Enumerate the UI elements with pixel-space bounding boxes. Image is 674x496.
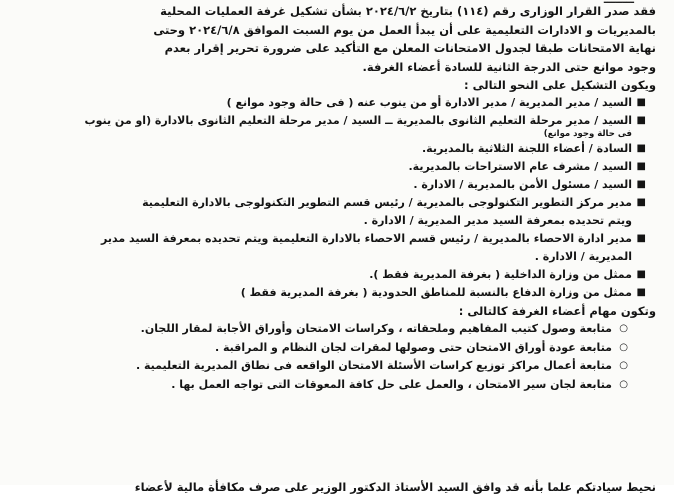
member-item (22, 230, 646, 266)
member-item (22, 140, 646, 158)
bullet-icon: ■ (636, 97, 646, 108)
member-text: السيد / مسئول الأمن بالمديرية / الادارة . (413, 178, 632, 191)
member-item (22, 284, 646, 302)
member-text: السيد / مدير مرحلة التعليم الثانوى بالمديرية ــ السيد / مدير مرحلة التعليم الثانوى بالادارة (او من ينوب (84, 114, 632, 127)
circle-bullet-icon: ○ (619, 323, 628, 334)
member-item (22, 176, 646, 194)
member-text-continued: ويتم تحديده بمعرفة السيد مدير المديرية / الادارة . (363, 214, 632, 227)
member-text: السيد / مدير المديرية / مدير الادارة أو من ينوب عنه ( فى حالة وجود موانع ) (226, 96, 632, 109)
bullet-icon: ■ (636, 233, 646, 244)
tasks-heading: وتكون مهام أعضاء الغرفة كالتالى : (458, 304, 656, 318)
member-item (22, 266, 646, 284)
member-note: فى حالة وجود موانع) (543, 129, 632, 139)
formation-heading: ويكون التشكيل على النحو التالى : (464, 78, 656, 92)
members-list (22, 94, 656, 302)
member-item (22, 158, 646, 176)
intro-line: بالمديريات و الادارات التعليمية على أن يبدأ العمل من يوم السبت الموافق ٢٠٢٤/٦/٨ وحتى (153, 22, 656, 37)
member-text: مدير مركز التطوير التكنولوجى بالمديرية / رئيس قسم التطوير التكنولوجى بالادارة التعليمية (142, 196, 632, 209)
task-text: متابعة أعمال مراكز توزيع كراسات الأسئلة الامتحان الواقعه فى نطاق المديرية التعليمية . (135, 359, 612, 372)
member-item (22, 94, 646, 112)
member-text: ممثل من وزارة الداخلية ( بغرفة المديرية فقط ). (369, 268, 632, 281)
bullet-icon: ■ (636, 115, 646, 126)
task-item (22, 320, 628, 339)
member-text: السادة / أعضاء اللجنة الثلاثية بالمديرية. (422, 142, 632, 155)
task-text: متابعة لجان سير الامتحان ، والعمل على حل كافة المعوقات التى تواجه العمل بها . (171, 377, 612, 391)
circle-bullet-icon: ○ (619, 341, 628, 353)
intro-paragraph (22, 2, 656, 76)
bullet-icon: ■ (636, 161, 646, 172)
circle-bullet-icon: ○ (619, 360, 628, 371)
task-text: متابعة وصول كتيب المفاهيم وملحقاته ، وكراسات الامتحان وأوراق الأجابة لمقار اللجان. (140, 322, 612, 335)
member-item (22, 194, 646, 230)
intro-line: نهاية الامتحانات طبقا لجدول الامتحانات المعلن مع التأكيد على ضرورة تحرير إقرار بعدم (164, 41, 656, 55)
task-text: متابعة عودة أوراق الامتحان حتى وصولها لمقرات لجان النظام و المراقبة . (214, 340, 612, 354)
cropped-bottom-text: نحيط سيادتكم علما بأنه قد وافق السيد الأستاذ الدكتور الوزير على صرف مكافأة مالية لأعضاء (134, 480, 656, 494)
tasks-list (22, 320, 656, 394)
bullet-icon: ■ (636, 269, 646, 280)
member-text-continued: المديرية / الادارة . (534, 250, 632, 263)
member-text: السيد / مشرف عام الاستراحات بالمديرية. (408, 160, 632, 173)
member-text: ممثل من وزارة الدفاع بالنسبة للمناطق الحدودية ( بغرفة المديرية فقط ) (240, 286, 632, 299)
document-body (22, 2, 656, 394)
circle-bullet-icon: ○ (619, 378, 628, 390)
intro-line: وجود موانع حتى الدرجة الثانية للسادة أعضاء الغرفة. (362, 59, 656, 74)
bullet-icon: ■ (636, 287, 646, 298)
task-item (22, 376, 628, 395)
bullet-icon: ■ (636, 197, 646, 208)
intro-line: فقد صدر القرار الوزارى رقم (١١٤) بتاريخ ٢٠٢٤/٦/٢ بشأن تشكيل غرفة العمليات المحلية (160, 4, 656, 18)
member-item (22, 112, 646, 140)
task-item (22, 339, 628, 358)
bullet-icon: ■ (636, 179, 646, 190)
bullet-icon: ■ (636, 143, 646, 154)
member-text: مدير ادارة الاحصاء بالمديرية / رئيس قسم الاحصاء بالادارة التعليمية ويتم تحديده بمعرفة السيد مدير (101, 232, 632, 245)
task-item (22, 357, 628, 376)
